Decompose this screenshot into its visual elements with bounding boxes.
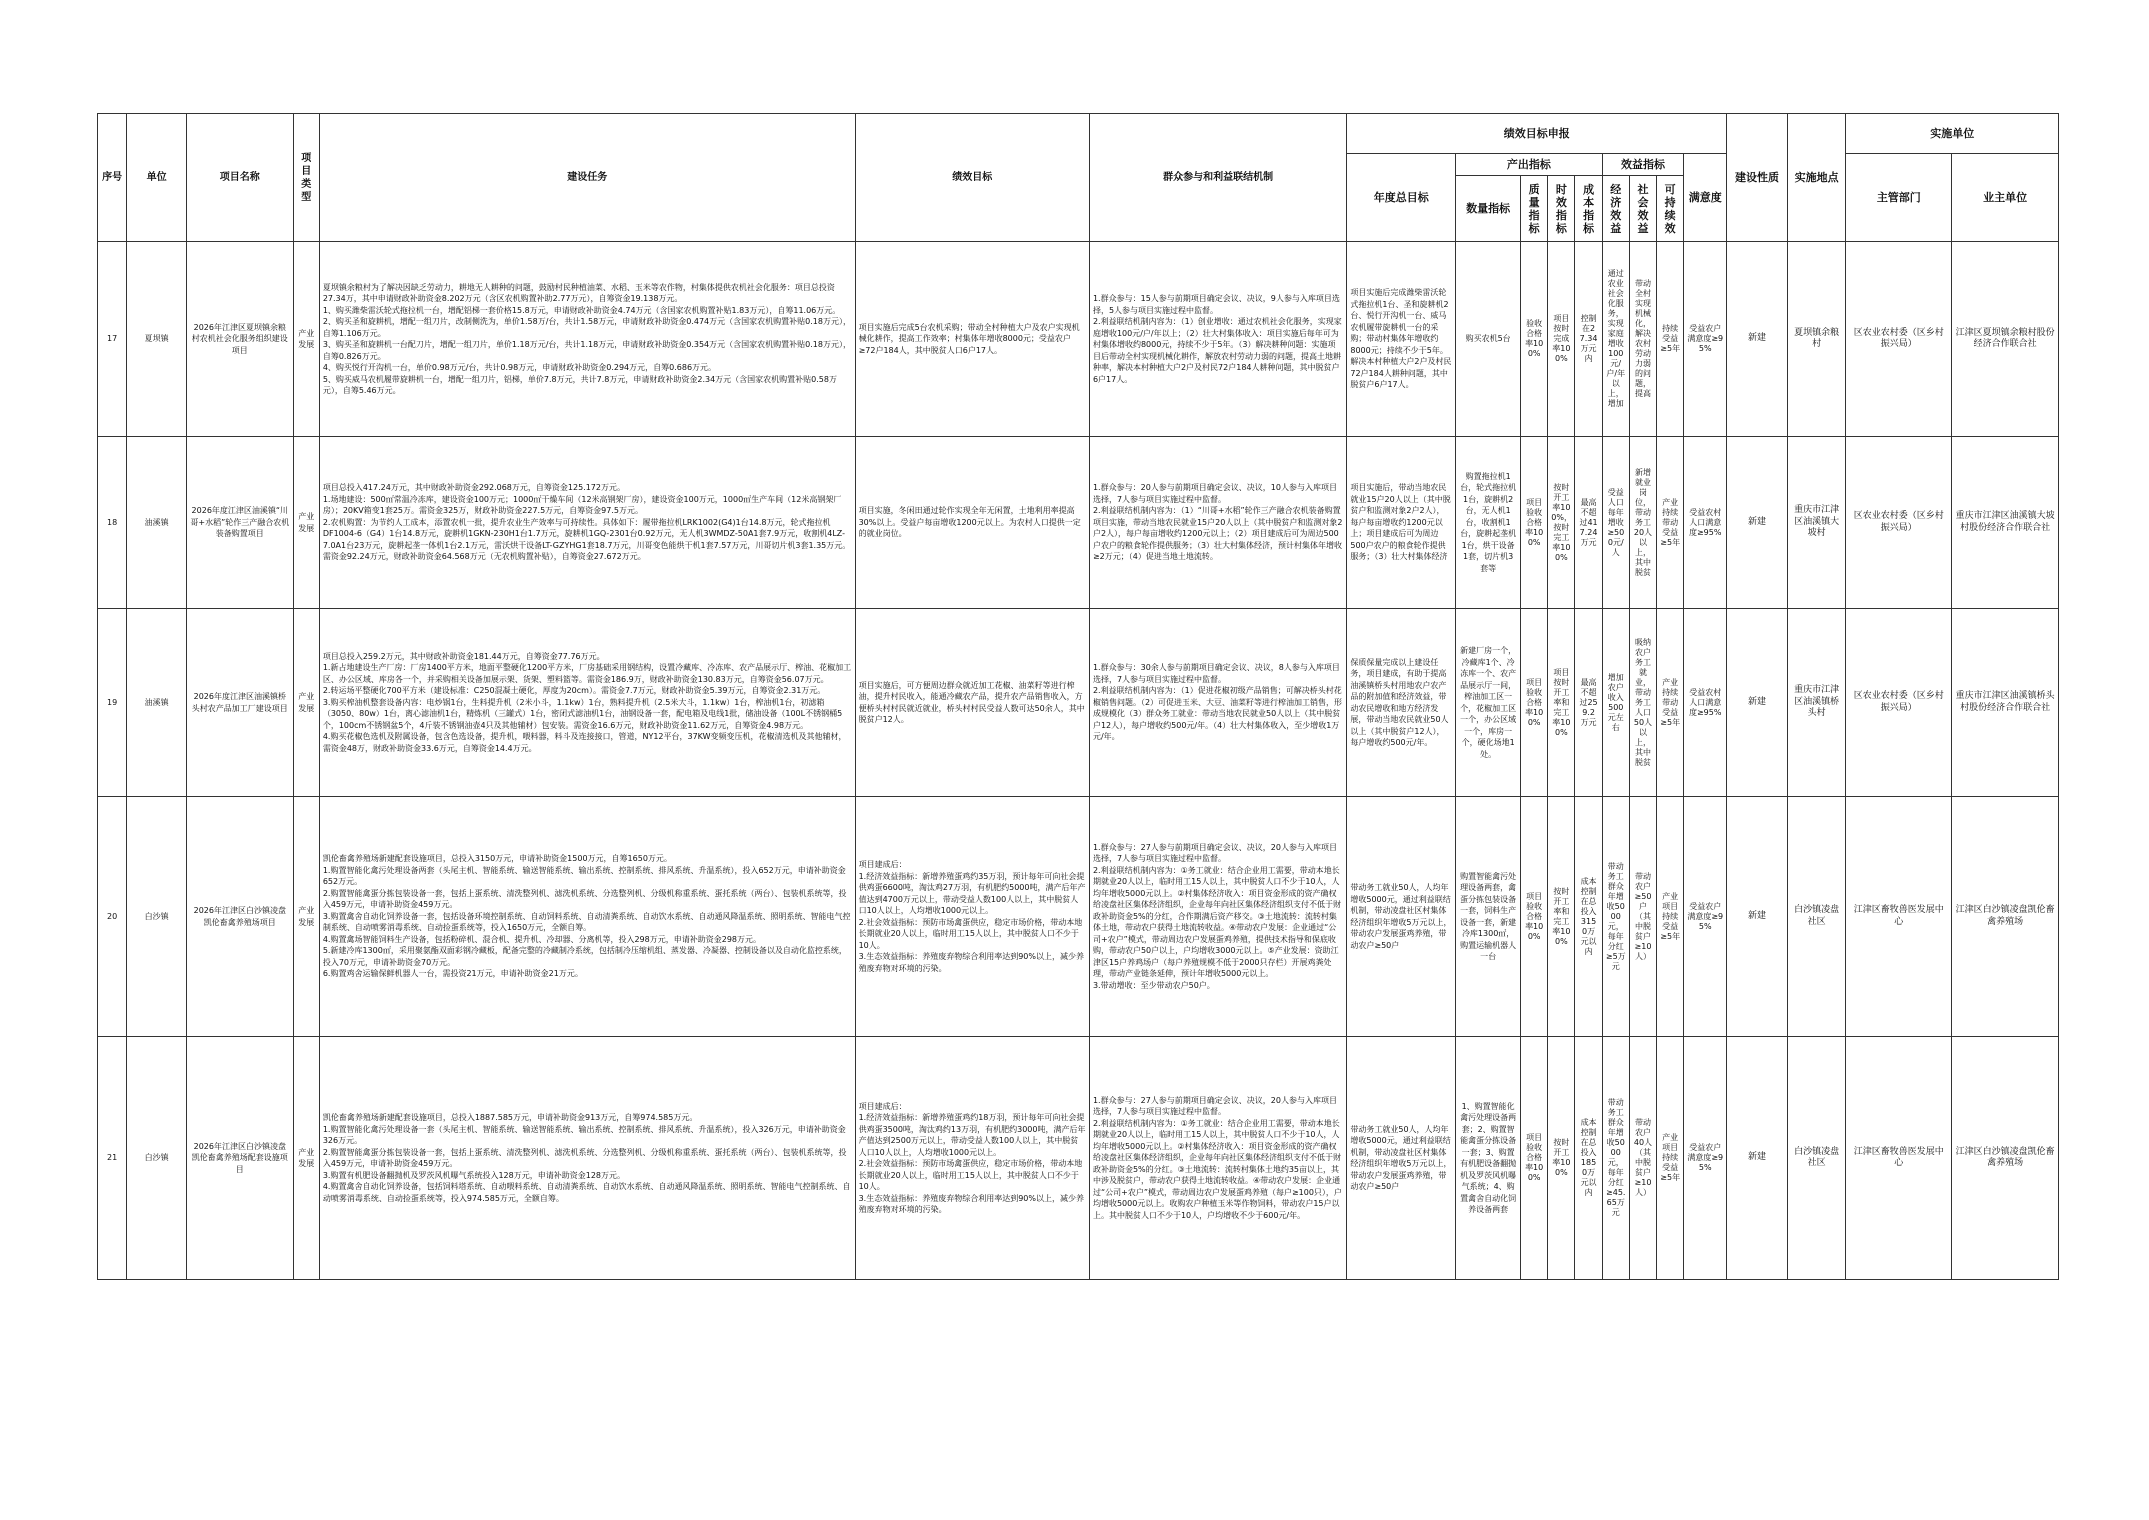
cell-dept: 区农业农村委（区乡村振兴局） [1846,609,1952,797]
cell-social: 新增就业岗位，带动务工20人以上，其中脱贫 [1629,437,1656,609]
header-cost: 成本指标 [1575,176,1602,242]
cell-unit: 油溪镇 [127,609,187,797]
table-row [98,797,2059,1037]
cell-task: 凯伦畜禽养殖场新建配套设施项目，总投入1887.585万元，申请补助资金913万元，自筹974.585万元。 1.购置智能化禽污处理设备一套（头尾主机、智能系统、输送智能系统、输出系统、控制系统、排风系统、升温系统），投入326万元，申请补助资金326万元。 2.购置智能禽蛋分拣包装设备一套，包括上蛋系统、清洗整列机、滤洗机系统、分选整列机、分级机称重系统、蛋托系统（两台）、包装机系统等，投入459万元，申请补助资金459万元。 3.购置有机肥设备翻抛机及罗茨风机曝气系统投入128万元，申请补助资金128万元。 4.购置禽舍自动化饲养设备，包括饲料塔系统、自动喂料系统、自动清粪系统、自动饮水系统、自动通风降温系统、照明系统、智能电气控制系统、自动喷雾消毒系统、自动捡蛋系统等，投入974.585万元，全额自筹。 [319,1037,855,1280]
cell-perf-goal: 项目实施，冬闲田通过轮作实现全年无闲置，土地利用率提高30%以上。受益户每亩增收1200元以上。为农村人口提供一定的就业岗位。 [855,437,1089,609]
cell-economic: 增加农户收入500元左右 [1602,609,1629,797]
cell-sustain: 产业项目持续受益≥5年 [1657,1037,1684,1280]
project-table [97,113,2059,1280]
cell-location: 重庆市江津区油溪镇桥头村 [1787,609,1846,797]
cell-quantity: 购置智能禽污处理设备两套，禽蛋分拣包装设备一套，饲料生产设备一套，新建冷库1300㎡，购置运输机器人一台 [1456,797,1521,1037]
cell-nature: 新建 [1727,1037,1788,1280]
cell-perf-goal: 项目建成后： 1.经济效益指标：新增养殖蛋鸡约18万羽，预计每年可向社会提供鸡蛋3500吨，淘汰鸡约13万羽，有机肥约3000吨，满产后年产值达到2500万元以上，带动受益人数100人以上，其中脱贫人口10人以上，人均增收1000元以上。 2.社会效益指标：预防市场禽蛋供应，稳定市场价格，带动本地长期就业20人以上，临时用工15人以上，其中脱贫人口不少于10人。 3.生态效益指标：养殖废弃物综合利用率达到90%以上，减少养殖废弃物对环境的污染。 [855,1037,1089,1280]
cell-mechanism: 1.群众参与：27人参与前期项目确定会议、决议，20人参与入库项目选择，7人参与项目实施过程中监督。 2.利益联结机制内容为：①务工就业：结合企业用工需要，带动本地长期就业20人以上，临时用工15人以上，其中脱贫人口不少于10人，人均年增收5000元以上。②村集体经济收入：项目资金形成的资产确权给凌盘社区集体经济组织，企业每年向社区集体经济组织支付不低于财政补助资金5%的分红，合作期满后资产移交。③土地流转：流转村集体土地，带动农户获得土地流转收益。④带动农户发展：企业通过“公司+农户”模式，带动周边农户发展蛋鸡养殖，提供技术指导和保底收购，带动农户50户以上，户均增收3000元以上。⑤产业发展：资助江津区15户养鸡场户（每户养殖规模不低于2000只存栏）开展鸡粪处理，带动产业链条延伸，预计年增收5000元以上。 3.带动增收：至少带动农户50户。 [1089,797,1346,1037]
cell-sustain: 产业项目持续受益≥5年 [1657,797,1684,1037]
cell-satisfaction: 受益农户满意度≥95% [1684,1037,1727,1280]
header-perf-goal: 绩效目标 [855,114,1089,242]
cell-satisfaction: 受益农村人口满意度≥95% [1684,609,1727,797]
cell-quantity: 购置拖拉机1台，轮式拖拉机1台，旋耕机2台，无人机1台，收割机1台，旋耕起垄机1台，烘干设备1套，切片机3套等 [1456,437,1521,609]
header-unit: 单位 [127,114,187,242]
cell-nature: 新建 [1727,797,1788,1037]
table-row [98,242,2059,437]
table-body [98,242,2059,1280]
header-quality: 质量指标 [1521,176,1548,242]
cell-mechanism: 1.群众参与：27人参与前期项目确定会议、决议，20人参与入库项目选择，7人参与项目实施过程中监督。 2.利益联结机制内容为：①务工就业：结合企业用工需要，带动本地长期就业20人以上，临时用工15人以上，其中脱贫人口不少于10人，人均年增收5000元以上。②村集体经济收入：项目资金形成的资产确权给凌盘社区集体经济组织，企业每年向社区集体经济组织支付不低于财政补助资金5%的分红。③土地流转：流转村集体土地约35亩以上，其中涉及脱贫户，带动农户获得土地流转收益。④带动农户发展：企业通过“公司+农户”模式，带动周边农户发展蛋鸡养殖（每户≥100只），户均增收5000元以上。收购农户种植玉米等作物饲料，带动农户15户以上。其中脱贫人口不少于10人，户均增收不少于600元/年。 [1089,1037,1346,1280]
cell-project-type: 产业发展 [293,1037,319,1280]
cell-timeliness: 按时开工率100%，按时完工率100% [1548,437,1575,609]
table-row [98,437,2059,609]
cell-quantity: 购买农机5台 [1456,242,1521,437]
cell-nature: 新建 [1727,437,1788,609]
cell-annual-goal: 保质保量完成以上建设任务，项目建成，有助于提高油溪镇桥头村用地农户农产品的附加值和经济效益，带动农民增收和地方经济发展，带动当地农民就业50人以上（其中脱贫户12人），每户增收约500元/年。 [1347,609,1456,797]
cell-owner: 江津区白沙镇凌盘凯伦畜禽养殖场 [1952,797,2059,1037]
cell-social: 吸纳农户务工就业，带动务工人口50人以上，其中脱贫 [1629,609,1656,797]
cell-unit: 油溪镇 [127,437,187,609]
cell-cost: 成本控制在总投入1850万元以内 [1575,1037,1602,1280]
cell-satisfaction: 受益农户满意度≥95% [1684,797,1727,1037]
cell-satisfaction: 受益农村人口满意度≥95% [1684,437,1727,609]
cell-timeliness: 按时开工率100% [1548,1037,1575,1280]
cell-seq: 17 [98,242,127,437]
cell-project-type: 产业发展 [293,437,319,609]
cell-timeliness: 按时开工率和完工率100% [1548,797,1575,1037]
header-perf-report: 绩效目标申报 [1347,114,1727,154]
header-location: 实施地点 [1787,114,1846,242]
cell-quality: 项目验收合格率100% [1521,797,1548,1037]
cell-satisfaction: 受益农户满意度≥95% [1684,242,1727,437]
cell-mechanism: 1.群众参与：20人参与前期项目确定会议、决议，10人参与入库项目选择，7人参与项目实施过程中监督。 2.利益联结机制内容为：（1）“川哥+水稻”轮作三产融合农机装备购置项目实施，带动当地农民就业15户20人以上（其中脱贫户和监测对象2户2人），每户每亩增收约1200元以上；（2）项目建成后可为周边500户农户的粮食轮作提供服务；（3）壮大村集体经济，预计村集体年增收≥2万元；（4）促进当地土地流转。 [1089,437,1346,609]
cell-project-type: 产业发展 [293,609,319,797]
header-owner: 业主单位 [1952,154,2059,242]
cell-annual-goal: 带动务工就业50人，人均年增收5000元，通过利益联结机制，带动凌盘社区村集体经济组织年增收5万元以上，带动农户发展蛋鸡养殖，带动农户≥50户 [1347,1037,1456,1280]
cell-sustain: 产业持续带动受益≥5年 [1657,609,1684,797]
cell-cost: 最高不超过417.24万元 [1575,437,1602,609]
cell-dept: 江津区畜牧兽医发展中心 [1846,797,1952,1037]
cell-project-name: 2026年度江津区油溪镇“川哥+水稻”轮作三产融合农机装备购置项目 [186,437,293,609]
header-project-name: 项目名称 [186,114,293,242]
cell-economic: 带动务工群众年增收5000元，每年分红≥45.65万元 [1602,1037,1629,1280]
cell-dept: 江津区畜牧兽医发展中心 [1846,1037,1952,1280]
header-annual-goal: 年度总目标 [1347,154,1456,242]
cell-project-type: 产业发展 [293,797,319,1037]
header-project-type: 项目类型 [293,114,319,242]
cell-quality: 验收合格率100% [1521,242,1548,437]
cell-dept: 区农业农村委（区乡村振兴局） [1846,242,1952,437]
cell-location: 白沙镇凌盘社区 [1787,797,1846,1037]
cell-economic: 受益人口每年增收≥500元/人 [1602,437,1629,609]
header-impl-unit: 实施单位 [1846,114,2059,154]
cell-annual-goal: 项目实施后，带动当地农民就业15户20人以上（其中脱贫户和监测对象2户2人），每户每亩增收约1200元以上；项目建成后可为周边500户农户的粮食轮作提供服务；（3）壮大村集体经济 [1347,437,1456,609]
cell-nature: 新建 [1727,609,1788,797]
cell-mechanism: 1.群众参与：15人参与前期项目确定会议、决议，9人参与入库项目选择，5人参与项目实施过程中监督。 2.利益联结机制内容为：（1）创业增收：通过农机社会化服务，实现家庭增收100元/户/年以上；（2）壮大村集体收入：项目实施后每年可为村集体增收约8000元，持续不少于5年。（3）解决耕种问题：实施项目后带动全村实现机械化耕作，解放农村劳动力弱的问题，提高土地耕种率，解决本村种植大户2户及村民72户184人耕种问题，其中脱贫户6户17人。 [1089,242,1346,437]
header-timeliness: 时效指标 [1548,176,1575,242]
cell-annual-goal: 带动务工就业50人，人均年增收5000元，通过利益联结机制，带动凌盘社区村集体经济组织年增收5万元以上，带动农户发展蛋鸡养殖，带动农户≥50户 [1347,797,1456,1037]
cell-seq: 20 [98,797,127,1037]
cell-task: 凯伦畜禽养殖场新建配套设施项目，总投入3150万元，申请补助资金1500万元，自筹1650万元。 1.购置智能化禽污处理设备两套（头尾主机、智能系统、输送智能系统、输出系统、控制系统、排风系统、升温系统），投入652万元，申请补助资金652万元。 2.购置智能禽蛋分拣包装设备一套，包括上蛋系统、清洗整列机、滤洗机系统、分选整列机、分级机称重系统、蛋托系统（两台）、包装机系统等，投入459万元，申请补助资金459万元。 3.购置禽舍自动化饲养设备一套，包括设备环境控制系统、自动饲料系统、自动清粪系统、自动饮水系统、自动通风降温系统、照明系统、智能电气控制系统、自动喷雾消毒系统、自动捡蛋系统等，投入1650万元，全额自筹。 4.购置禽场智能饲料生产设备，包括粉碎机、混合机、提升机、冷却器、分离机等，投入298万元，申请补助资金298万元。 5.新建冷库1300㎡，采用聚氨酯双面彩钢冷藏板，配备完整的冷藏制冷系统，包括制冷压缩机组、蒸发器、冷凝器、控制设备以及自动化监控系统，投入70万元，申请补助资金70万元。 6.购置鸡舍运输保鲜机器人一台，需投资21万元，申请补助资金21万元。 [319,797,855,1037]
cell-annual-goal: 项目实施后完成潍柴雷沃轮式拖拉机1台、圣和旋耕机2台、悦行开沟机一台、威马农机履带旋耕机一台的采购；带动村集体年增收约8000元；持续不少于5年。解决本村种植大户2户及村民72户184人耕种问题，其中脱贫户6户17人。 [1347,242,1456,437]
header-benefit: 效益指标 [1602,154,1684,176]
header-task: 建设任务 [319,114,855,242]
cell-quality: 项目验收合格率100% [1521,1037,1548,1280]
cell-project-type: 产业发展 [293,242,319,437]
cell-mechanism: 1.群众参与：30余人参与前期项目确定会议、决议，8人参与入库项目选择，7人参与项目实施过程中监督。 2.利益联结机制内容为：（1）促进花椒初级产品销售；可解决桥头村花椒销售问题。（2）可促进玉米、大豆、油菜籽等进行榨油加工销售，形成规模化（3）群众务工就业：带动当地农民就业50人以上（其中脱贫户12人），每户增收约500元/年。（4）壮大村集体收入，至少增收1万元/年。 [1089,609,1346,797]
cell-sustain: 持续受益≥5年 [1657,242,1684,437]
cell-economic: 通过农业社会化服务，实现家庭增收100元/户/年以上，增加 [1602,242,1629,437]
cell-location: 重庆市江津区油溪镇大坡村 [1787,437,1846,609]
cell-task: 夏坝镇余粮村为了解决因缺乏劳动力，耕地无人耕种的问题，鼓励村民种植油菜、水稻、玉米等农作物，村集体提供农机社会化服务：项目总投资27.34万，其中申请财政补助资金8.202万元（含区农机购置补助2.77万元），自筹资金19.138万元。 1、购买潍柴雷沃轮式拖拉机一台，增配铝梯一套价格15.8万元，申请财政补助资金4.74万元（含国家农机购置补贴1.83万元），自筹11.06万元。 2、购买圣和旋耕机，增配一组刀片，改制侧洗为，单价1.58万/台，共计1.58万元，申请财政补助资金0.474万元（含国家农机购置补贴0.18万元），自筹1.106万元。 3、购买圣和旋耕机一台配刀片，增配一组刀片，单价1.18万元/台，共计1.18万元，申请财政补助资金0.354万元（含国家农机购置补贴0.18万元），自筹0.826万元。 4、购买悦行开沟机一台，单价0.98万元/台，共计0.98万元，申请财政补助资金0.294万元，自筹0.686万元。 5、购买威马农机履带旋耕机一台，增配一组刀片，铝梯，单价7.8万元，共计7.8万元，申请财政补助资金2.34万元（含国家农机购置补贴0.58万元），自筹5.46万元。 [319,242,855,437]
header-satisfaction: 满意度 [1684,154,1727,242]
cell-project-name: 2026年度江津区油溪镇桥头村农产品加工厂建设项目 [186,609,293,797]
cell-owner: 重庆市江津区油溪镇桥头村股份经济合作联合社 [1952,609,2059,797]
cell-owner: 江津区夏坝镇余粮村股份经济合作联合社 [1952,242,2059,437]
header-social: 社会效益 [1629,176,1656,242]
cell-quality: 项目验收合格率100% [1521,437,1548,609]
header-sustain: 可持续效 [1657,176,1684,242]
cell-seq: 19 [98,609,127,797]
cell-perf-goal: 项目实施后完成5台农机采购；带动全村种植大户及农户实现机械化耕作，提高工作效率；村集体年增收8000元；受益农户≥72户184人，其中脱贫人口6户17人。 [855,242,1089,437]
header-mechanism: 群众参与和利益联结机制 [1089,114,1346,242]
cell-quality: 项目验收合格率100% [1521,609,1548,797]
cell-cost: 控制在27.34万元内 [1575,242,1602,437]
header-seq: 序号 [98,114,127,242]
cell-location: 白沙镇凌盘社区 [1787,1037,1846,1280]
header-quantity: 数量指标 [1456,176,1521,242]
cell-seq: 18 [98,437,127,609]
cell-perf-goal: 项目实施后，可方便周边群众就近加工花椒、油菜籽等进行榨油，提升村民收入，能通冷藏农产品，提升农产品销售收入，方便桥头村村民就近就业，桥头村村民受益人数可达50余人，其中脱贫户12人。 [855,609,1089,797]
document-page [97,113,2059,1280]
cell-cost: 最高不超过259.2万元 [1575,609,1602,797]
cell-timeliness: 项目按时开工率和完工率100% [1548,609,1575,797]
cell-owner: 江津区白沙镇凌盘凯伦畜禽养殖场 [1952,1037,2059,1280]
header-economic: 经济效益 [1602,176,1629,242]
cell-economic: 带动务工群众年增收5000元，每年分红≥5万元 [1602,797,1629,1037]
cell-cost: 成本控制在总投入3150万元以内 [1575,797,1602,1037]
cell-quantity: 新建厂房一个，冷藏库1个、冷冻库一个、农产品展示厅一间，榨油加工区一个，花椒加工区一个，办公区域一个，库房一个，硬化场地1处。 [1456,609,1521,797]
cell-nature: 新建 [1727,242,1788,437]
cell-project-name: 2026年江津区白沙镇凌盘凯伦畜禽养殖场配套设施项目 [186,1037,293,1280]
cell-timeliness: 项目按时完成率100% [1548,242,1575,437]
cell-project-name: 2026年江津区白沙镇凌盘凯伦畜禽养殖场项目 [186,797,293,1037]
header-nature: 建设性质 [1727,114,1788,242]
cell-quantity: 1、购置智能化禽污处理设备两套；2、购置智能禽蛋分拣设备一套；3、购置有机肥设备翻抛机及罗茨风机曝气系统；4、购置禽舍自动化饲养设备两套 [1456,1037,1521,1280]
cell-task: 项目总投入417.24万元，其中财政补助资金292.068万元，自筹资金125.172万元。 1.场地建设：500㎡常温冷冻库，建设资金100万元；1000㎡干燥车间（12米高钢架厂房），建设资金100万元，1000㎡生产车间（12米高钢架厂房）；20KV箱变1套25万。需资金325万，财政补助资金227.5万元，自筹资金97.5万元。 2.农机购置：为节约人工成本，添置农机一批，提升农业生产效率与可持续性。具体如下：履带拖拉机LRK1002(G4)1台14.8万元，轮式拖拉机DF1004-6（G4）1台14.8万元，旋耕机1GKN-230H1台1.7万元，旋耕机1GQ-2301台0.92万元，无人机3WMDZ-50A1套7.9万元，收割机4LZ-7.0A1台23万元，旋耕起垄一体机1台2.1万元，雷沃烘干设备LT-GZYHG1套18.7万元，川哥变色能烘干机1套7.57万元，川哥切片机3套1.35万元。需资金92.24万元，财政补助资金64.568万元（无农机购置补贴），自筹资金27.672万元。 [319,437,855,609]
cell-unit: 白沙镇 [127,797,187,1037]
cell-social: 带动农户40人（其中脱贫户≥10人） [1629,1037,1656,1280]
cell-project-name: 2026年江津区夏坝镇余粮村农机社会化服务组织建设项目 [186,242,293,437]
cell-task: 项目总投入259.2万元，其中财政补助资金181.44万元，自筹资金77.76万元。 1.新占地建设生产厂房：厂房1400平方米，地面平整硬化1200平方米，厂房基础采用钢结构，设置冷藏库、冷冻库、农产品展示厅、榨油、花椒加工区、办公区域、库房各一个，并采购相关设备加展示架、货架、塑料篮等。需资金186.9万，财政补助资金130.83万元，自筹资金56.07万元。 2.转运场平整硬化700平方米（建设标准：C250混凝土硬化，厚度为20cm）。需资金7.7万元，财政补助资金5.39万元，自筹资金2.31万元。 3.购买榨油机整套设备内容：电炒锅1台，生料提升机（2米小斗，1.1kw）1台，熟料提升机（2.5米大斗，1.1kw）1台，榨油机1台，初滤箱（3050、80w）1台，离心滤油机1台，精炼机（三罐式）1台，密闭式滤油机1台，油钢设备一套，配电箱及电线1批，储油设备（100L不锈钢桶5个，100cm不锈钢盆5个，4斤装不锈钢油壶4只及其他辅材）包安装。需资金16.6万元，财政补助资金11.62万元，自筹资金4.98万元。 4.购买花椒色选机及附属设备，包含色选设备，提升机，喂料器，料斗及连接接口，管道，NY12平台，37KW变频变压机，花椒清选机及其他辅材，需资金48万，财政补助资金33.6万元，自筹资金14.4万元。 [319,609,855,797]
cell-perf-goal: 项目建成后： 1.经济效益指标：新增养殖蛋鸡约35万羽，预计每年可向社会提供鸡蛋6600吨，淘汰鸡27万羽，有机肥约5000吨，满产后年产值达到4700万元以上，带动受益人数100人以上，其中脱贫人口10人以上，人均增收1000元以上。 2.社会效益指标：预防市场禽蛋供应，稳定市场价格，带动本地长期就业20人以上，临时用工15人以上，其中脱贫人口不少于10人。 3.生态效益指标：养殖废弃物综合利用率达到90%以上，减少养殖废弃物对环境的污染。 [855,797,1089,1037]
cell-social: 带动农户≥50户（其中脱贫户≥10人） [1629,797,1656,1037]
cell-seq: 21 [98,1037,127,1280]
table-row [98,1037,2059,1280]
cell-owner: 重庆市江津区油溪镇大坡村股份经济合作联合社 [1952,437,2059,609]
table-row [98,609,2059,797]
cell-unit: 白沙镇 [127,1037,187,1280]
cell-social: 带动全村实现机械化，解决农村劳动力弱的问题，提高 [1629,242,1656,437]
cell-sustain: 产业持续带动受益≥5年 [1657,437,1684,609]
cell-dept: 区农业农村委（区乡村振兴局） [1846,437,1952,609]
header-dept: 主管部门 [1846,154,1952,242]
header-output: 产出指标 [1456,154,1602,176]
cell-unit: 夏坝镇 [127,242,187,437]
cell-location: 夏坝镇余粮村 [1787,242,1846,437]
